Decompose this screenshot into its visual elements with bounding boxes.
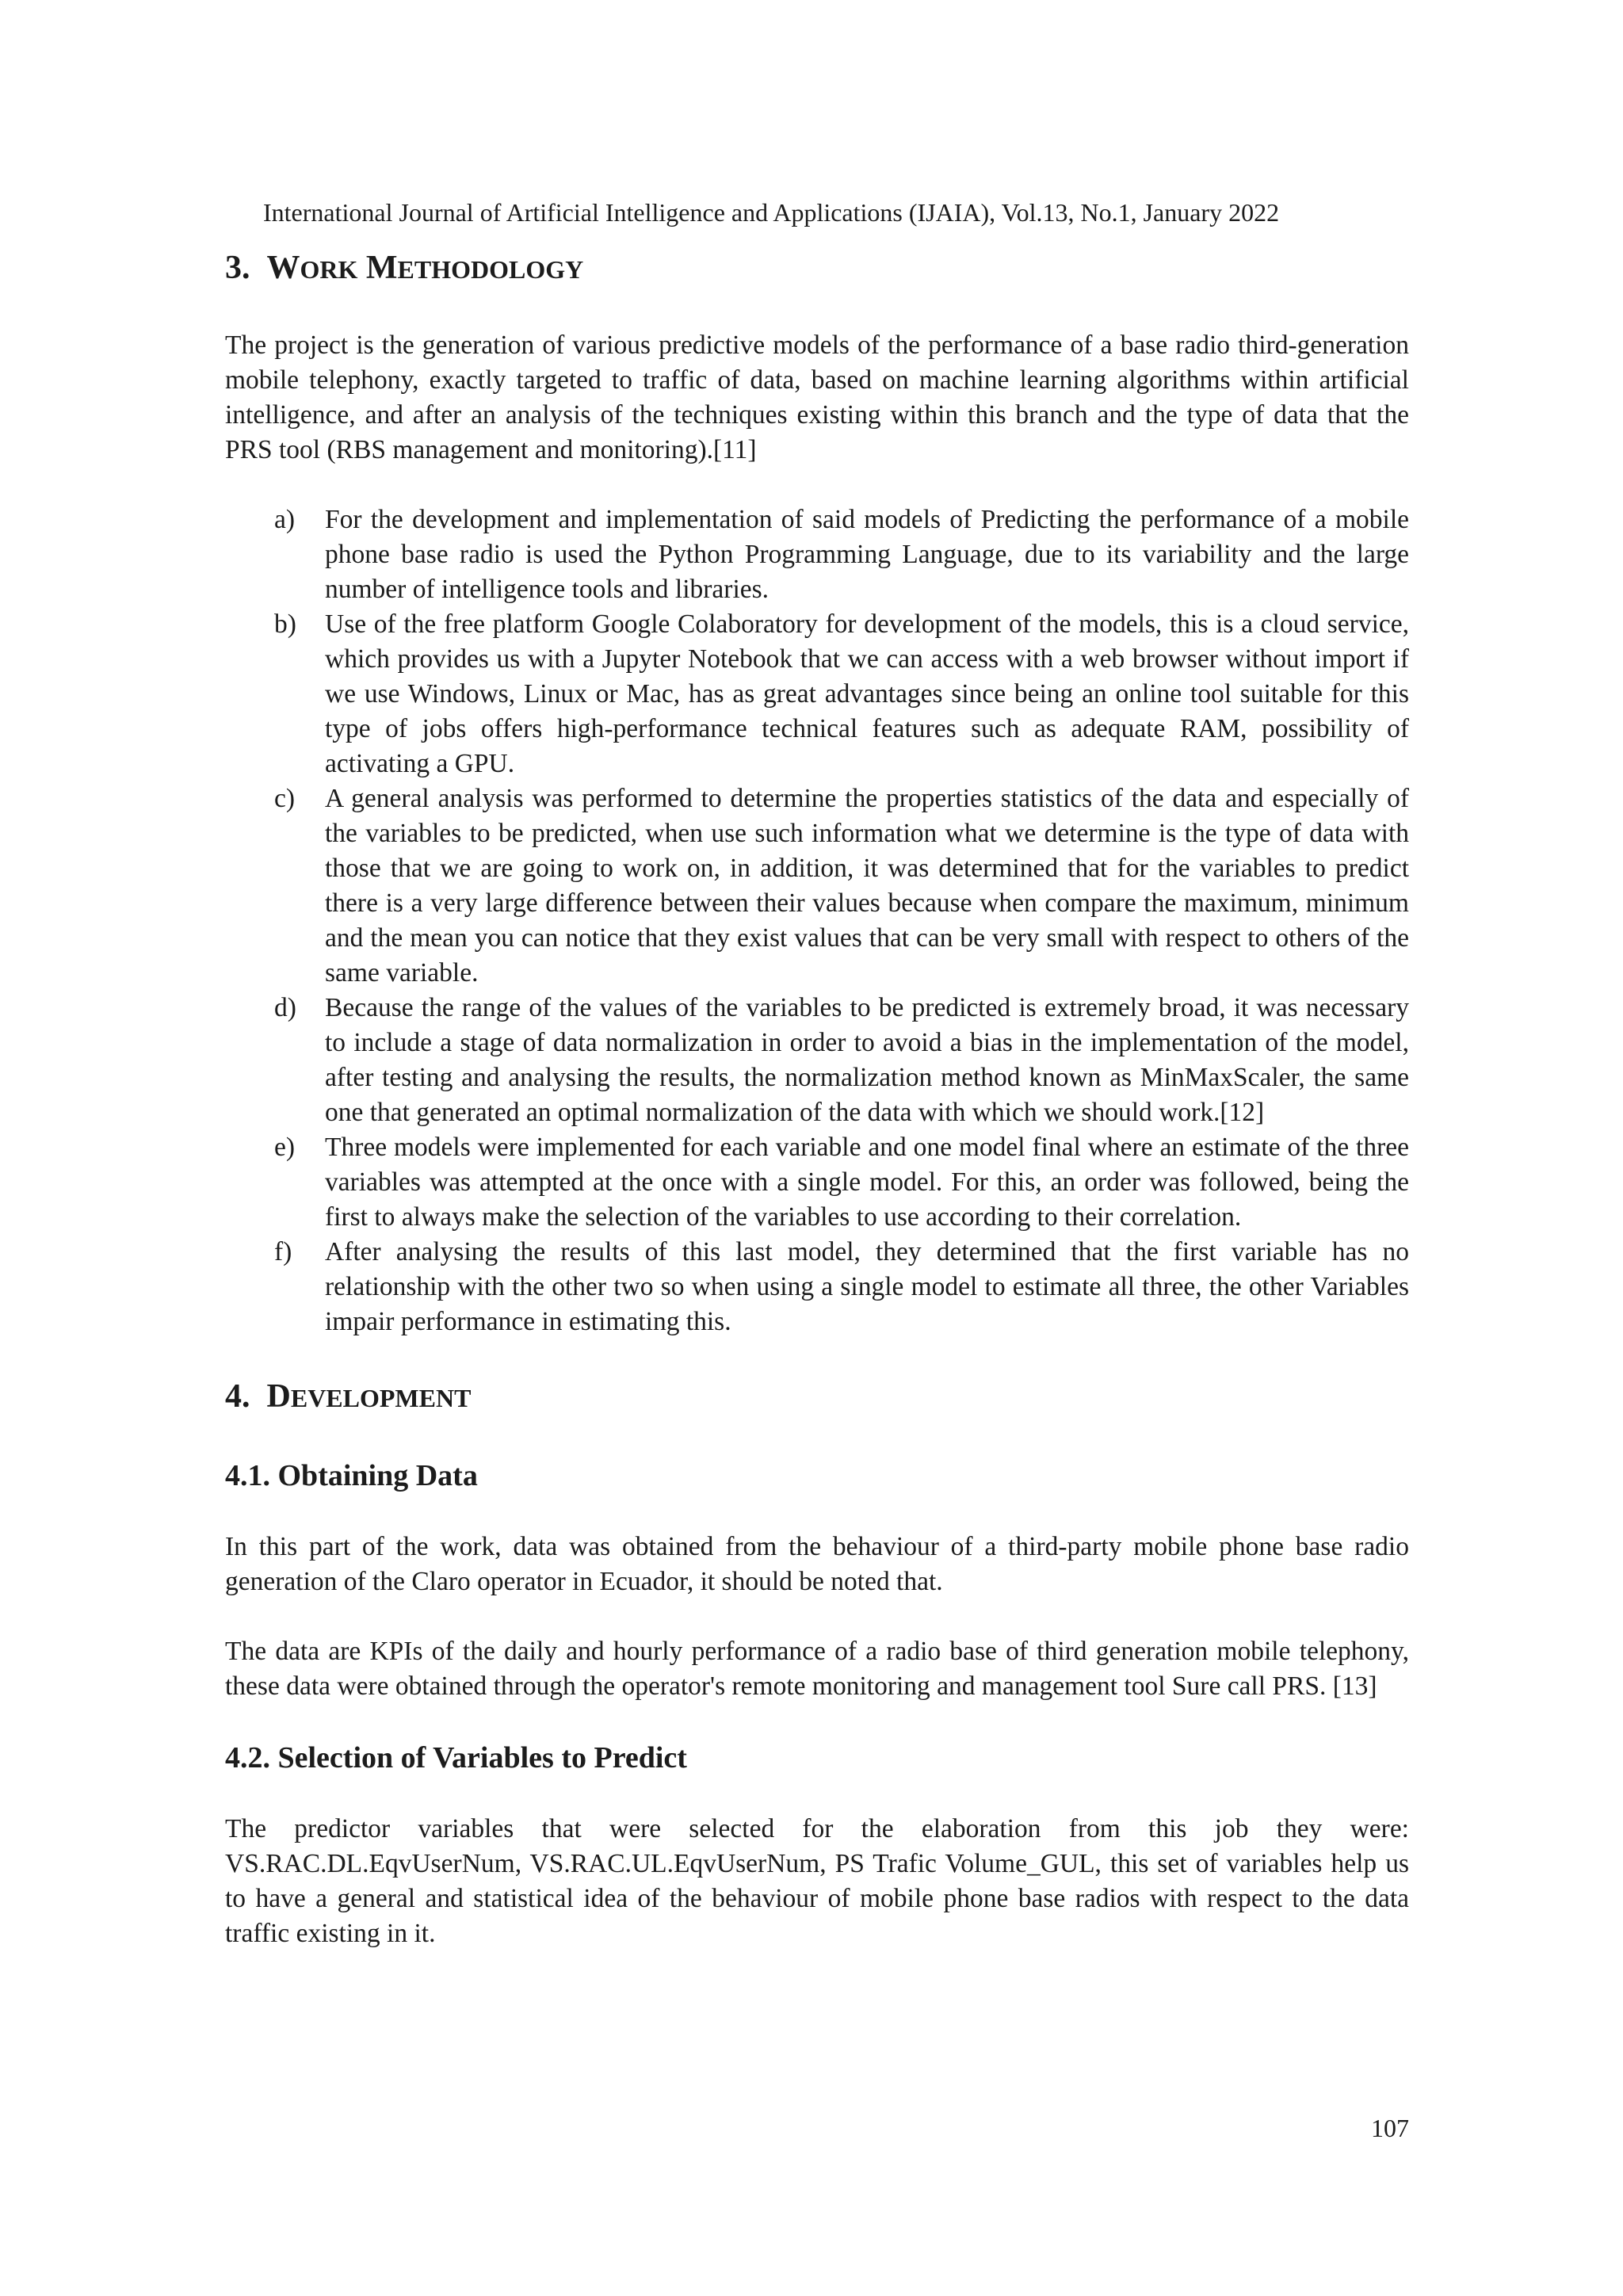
section3-intro-paragraph: The project is the generation of various predictive models of the performance of a base radio third-generation mobile telephony, exactly targeted to traffic of data, based on machine learning algorithms within artificial intelligence, and after an analysis of the techniques existing within this branch and the type of data that the PRS tool (RBS management and monitoring).[11]	[225, 330, 1409, 464]
list-item	[225, 991, 1409, 1130]
list-marker: f)	[274, 1237, 292, 1266]
list-marker: a)	[274, 505, 296, 534]
list-marker: e)	[274, 1133, 296, 1162]
list-item-text: For the development and implementation of said models of Predicting the performance of a mobile phone base radio is used the Python Programming Language, due to its variability and the large number of intelligence tools and libraries.	[325, 505, 1409, 604]
list-item	[225, 781, 1409, 991]
list-marker: d)	[274, 993, 296, 1022]
list-item-text: Use of the free platform Google Colaboratory for development of the models, this is a cloud service, which provides us with a Jupyter Notebook that we can access with a web browser without import if we use Windows, Linux or Mac, has as great advantages since being an online tool suitable for this type of jobs offers high-performance technical features such as adequate RAM, possibility of activating a GPU.	[325, 609, 1409, 778]
list-item	[225, 1235, 1409, 1339]
list-marker: c)	[274, 784, 296, 813]
list-item-text: A general analysis was performed to determine the properties statistics of the data and especially of the variables to be predicted, when use such information what we determine is the type of data with those that we are going to work on, in addition, it was determined that for the variables to predict there is a very large difference between their values because when compare the maximum, minimum and the mean you can notice that they exist values that can be very small with respect to others of the same variable.	[325, 784, 1409, 988]
subsection-heading-obtaining-data: 4.1. Obtaining Data	[225, 1459, 478, 1492]
list-item-text: After analysing the results of this last model, they determined that the first variable has no relationship with the other two so when using a single model to estimate all three, the other Variables impair performance in estimating this.	[325, 1237, 1409, 1336]
selection-variables-paragraph: The predictor variables that were selected for the elaboration from this job they were: VS.RAC.DL.EqvUserNum, VS.RAC.UL.EqvUserNum, PS Trafic Volume_GUL, this set of variables help us to have a general and statistical idea of the behaviour of mobile phone base radios with respect to the data traffic existing in it.	[225, 1814, 1409, 1948]
obtaining-data-paragraph-1: In this part of the work, data was obtained from the behaviour of a third-party mobile phone base radio generation of the Claro operator in Ecuador, it should be noted that.	[225, 1532, 1409, 1596]
list-item	[225, 502, 1409, 607]
list-marker: b)	[274, 609, 296, 639]
subsection-heading-selection-of-variables: 4.2. Selection of Variables to Predict	[225, 1741, 687, 1775]
list-item-text: Because the range of the values of the variables to be predicted is extremely broad, it was necessary to include a stage of data normalization in order to avoid a bias in the implementation of the model, after testing and analysing the results, the normalization method known as MinMaxScaler, the same one that generated an optimal normalization of the data with which we should work.[12]	[325, 993, 1409, 1127]
section-heading-work-methodology: 3. WORK METHODOLOGY	[225, 250, 584, 286]
page-number: 107	[1371, 2114, 1409, 2142]
page-body	[225, 247, 1409, 1986]
obtaining-data-paragraph-2: The data are KPIs of the daily and hourly performance of a radio base of third generation mobile telephony, these data were obtained through the operator's remote monitoring and management tool Sure call PRS. [13]	[225, 1637, 1409, 1701]
methodology-list	[225, 502, 1409, 1339]
list-item	[225, 1130, 1409, 1235]
list-item	[225, 607, 1409, 781]
section-heading-development: 4. DEVELOPMENT	[225, 1378, 472, 1415]
running-header: International Journal of Artificial Intelligence and Applications (IJAIA), Vol.13, No.1, January 2022	[263, 198, 1280, 227]
list-item-text: Three models were implemented for each variable and one model final where an estimate of the three variables was attempted at the once with a single model. For this, an order was followed, being the first to always make the selection of the variables to use according to their correlation.	[325, 1133, 1409, 1232]
